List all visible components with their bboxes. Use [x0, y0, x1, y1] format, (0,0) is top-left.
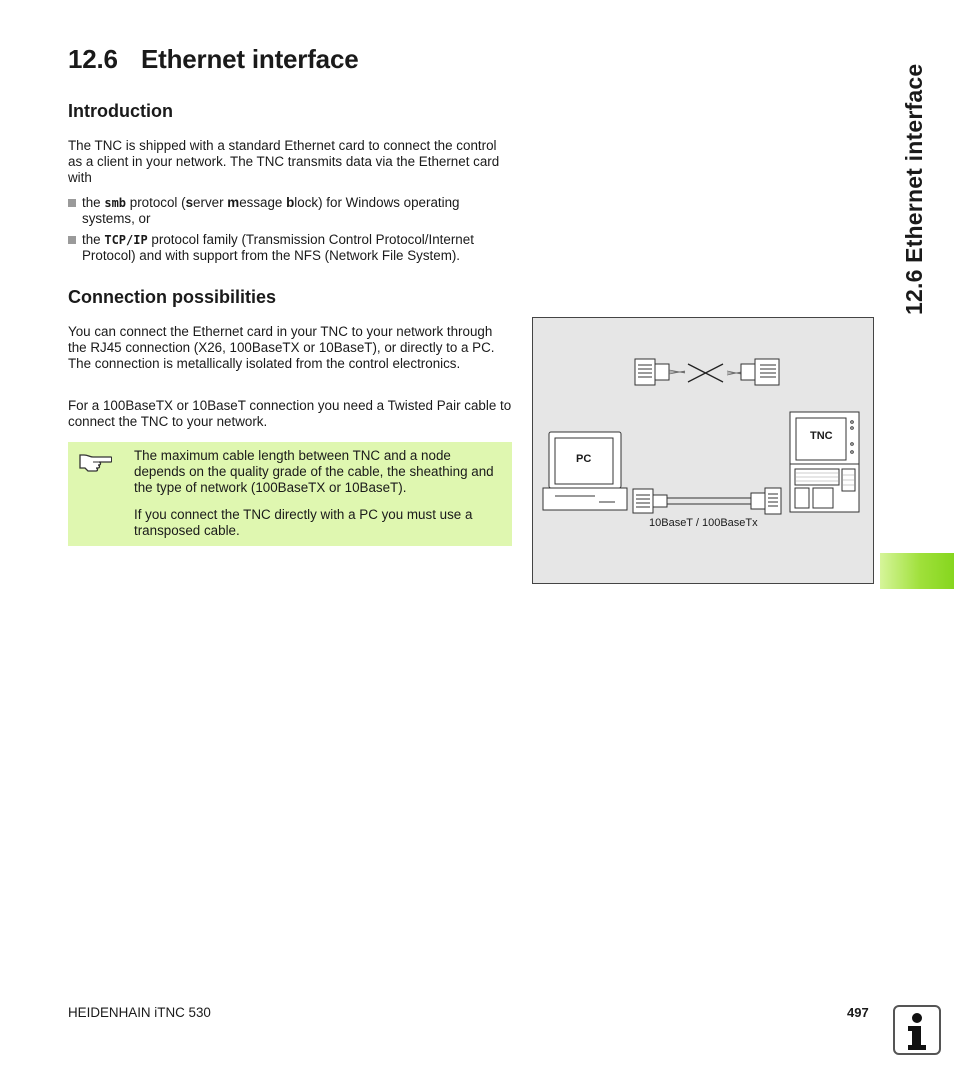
tcpip-code: TCP/IP	[104, 233, 148, 247]
smb-code: smb	[104, 196, 127, 210]
section-title: Ethernet interface	[141, 44, 359, 74]
right-connector-top	[741, 359, 779, 385]
bullet-square-icon	[68, 236, 76, 244]
tnc-label: TNC	[810, 430, 833, 442]
tnc-drawing	[790, 412, 859, 512]
bullet-square-icon	[68, 199, 76, 207]
cable-label: 10BaseT / 100BaseTx	[649, 517, 758, 529]
bullet-smb: the smb protocol (server message block) for Windows operating systems, or	[68, 195, 513, 227]
chapter-tab	[880, 553, 954, 589]
introduction-heading: Introduction	[68, 101, 173, 121]
connection-heading: Connection possibilities	[68, 287, 277, 307]
introduction-paragraph: The TNC is shipped with a standard Ethernet card to connect the control as a client in your network. The TNC transmits data via the Ethernet card with	[68, 138, 500, 185]
connection-paragraph-1: You can connect the Ethernet card in your TNC to your network through the RJ45 connection (X26, 100BaseTX or 10BaseT), or directly to a PC. The connection is metallically isolated from the control electronics.	[68, 324, 495, 371]
footer-manual-name: HEIDENHAIN iTNC 530	[68, 1005, 211, 1020]
direct-cable	[633, 488, 781, 514]
network-diagram	[533, 318, 873, 583]
page-title	[68, 44, 358, 75]
pc-drawing	[543, 432, 627, 510]
section-number: 12.6	[68, 44, 118, 74]
info-icon	[893, 1005, 941, 1055]
side-chapter-title: 12.6 Ethernet interface	[901, 63, 927, 315]
note-box	[68, 442, 512, 546]
hand-pointer-icon	[78, 452, 112, 474]
note-text-1: The maximum cable length between TNC and a node depends on the quality grade of the cable, the sheathing and the type of network (100BaseTX or 10BaseT).	[134, 448, 494, 495]
bullet-tcpip: the TCP/IP protocol family (Transmission Control Protocol/Internet Protocol) and with support from the NFS (Network File System).	[68, 232, 513, 264]
connection-paragraph-2: For a 100BaseTX or 10BaseT connection you need a Twisted Pair cable to connect the TNC to your network.	[68, 398, 512, 429]
page-number: 497	[847, 1005, 869, 1020]
network-figure	[532, 317, 874, 584]
left-connector-top	[635, 359, 669, 385]
pc-label: PC	[576, 453, 592, 465]
note-text-2: If you connect the TNC directly with a PC you must use a transposed cable.	[134, 507, 473, 538]
